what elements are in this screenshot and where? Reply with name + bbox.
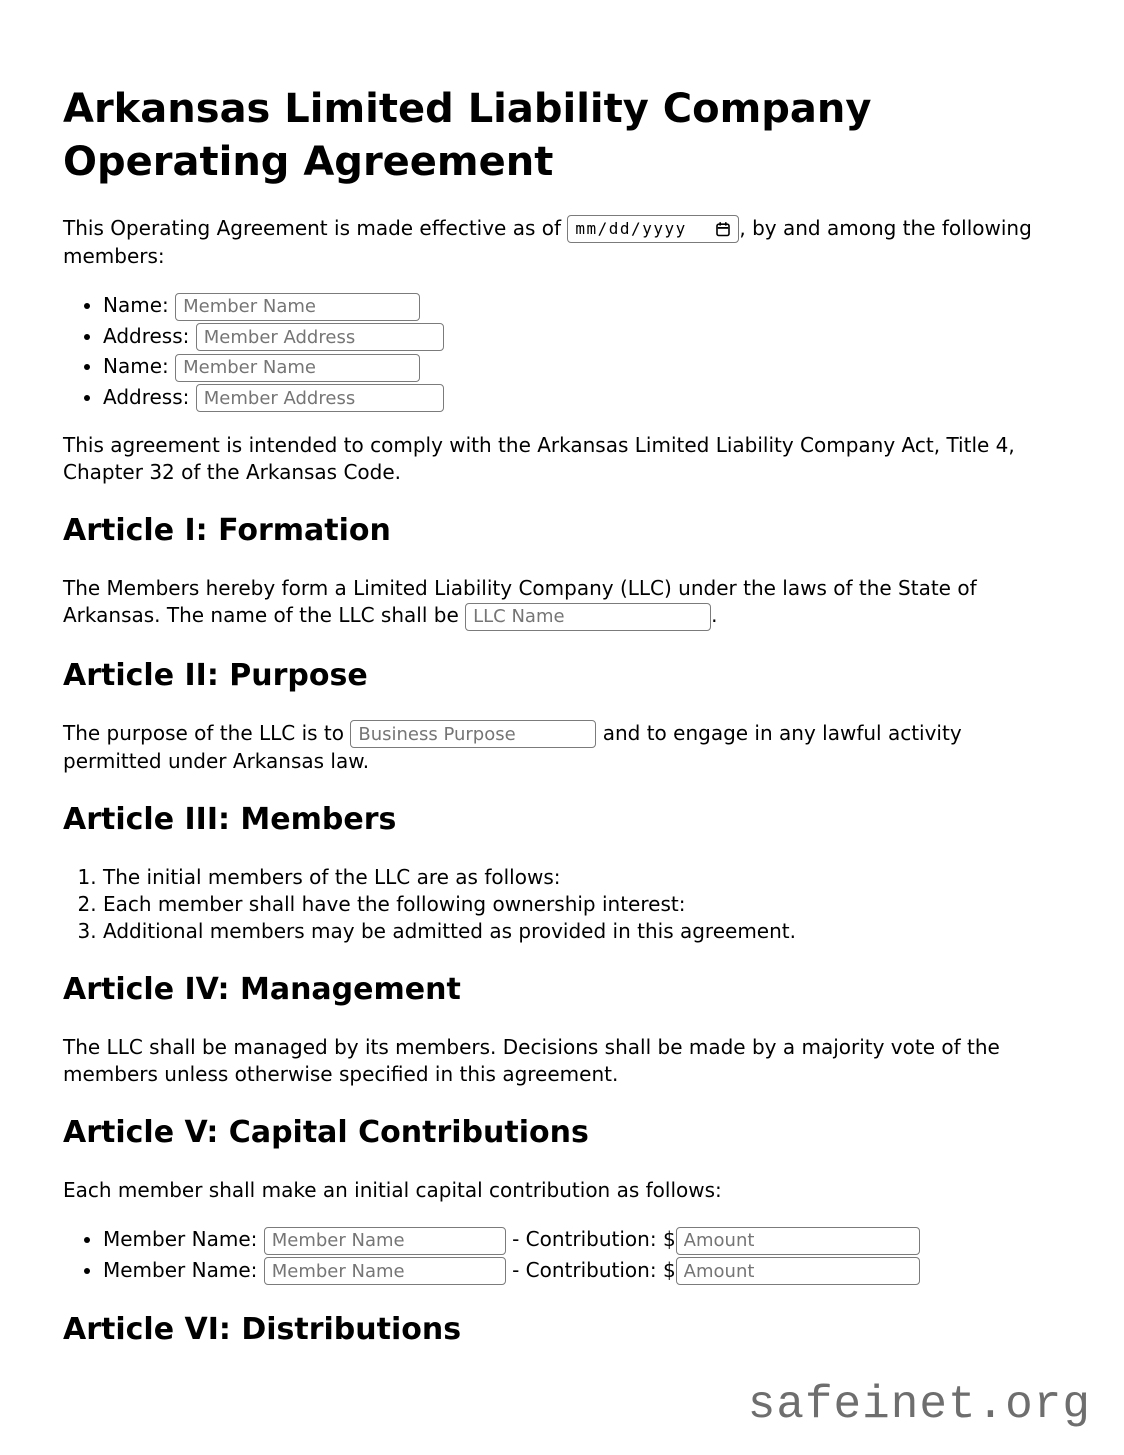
capital-intro-paragraph: Each member shall make an initial capital contribution as follows: — [63, 1178, 722, 1203]
article-purpose-heading: Article II: Purpose — [63, 657, 368, 693]
formation-text-before: The Members hereby form a Limited Liability Company (LLC) under the laws of the State of Arkansas. The name of the LLC shall be — [63, 576, 977, 628]
capital-contribution-row — [103, 1255, 1061, 1286]
business-purpose-input[interactable] — [350, 720, 596, 748]
purpose-text-before: The purpose of the LLC is to — [63, 720, 344, 745]
list-item: 3. Additional members may be admitted as provided in this agreement. — [103, 918, 1061, 945]
members-ordered-list — [63, 864, 1061, 945]
llc-name-input[interactable] — [465, 603, 711, 631]
field-label: Address: — [103, 323, 190, 348]
intro-text-before-date: This Operating Agreement is made effective as of — [63, 215, 562, 240]
field-label: Member Name: — [103, 1257, 258, 1282]
article-distributions-heading: Article VI: Distributions — [63, 1312, 462, 1348]
list-item — [103, 382, 1061, 413]
formation-paragraph — [63, 575, 1061, 631]
list-item — [103, 321, 1061, 352]
article-members-heading: Article III: Members — [63, 802, 397, 838]
intro-paragraph — [63, 215, 1061, 271]
field-label: Name: — [103, 293, 169, 318]
contribution-amount-input[interactable] — [676, 1227, 920, 1255]
article-capital-heading: Article V: Capital Contributions — [63, 1115, 589, 1151]
compliance-paragraph: This agreement is intended to comply with the Arkansas Limited Liability Company Act, Title 4, Chapter 32 of the Arkansas Code. — [63, 433, 1015, 485]
contribution-label: - Contribution: $ — [512, 1257, 676, 1282]
intro-text-after-date: , by and among the following members: — [63, 215, 1032, 269]
field-label: Address: — [103, 384, 190, 409]
calendar-icon[interactable] — [715, 221, 731, 237]
list-item — [103, 290, 1061, 321]
article-formation-heading: Article I: Formation — [63, 513, 391, 549]
purpose-paragraph — [63, 720, 1061, 776]
formation-text-after: . — [711, 603, 718, 628]
field-label: Member Name: — [103, 1227, 258, 1252]
member-name-input[interactable] — [175, 354, 420, 382]
list-item: 2. Each member shall have the following ownership interest: — [103, 891, 1061, 918]
list-item — [103, 351, 1061, 382]
member-address-input[interactable] — [196, 384, 444, 412]
watermark: safeinet.org — [747, 1379, 1091, 1432]
purpose-text-after: and to engage in any lawful activity permitted under Arkansas law. — [63, 720, 962, 774]
capital-contribution-list — [63, 1224, 1061, 1285]
date-placeholder-text: mm/dd/yyyy — [575, 219, 687, 239]
contribution-member-name-input[interactable] — [264, 1227, 506, 1255]
member-name-input[interactable] — [175, 293, 420, 321]
contribution-amount-input[interactable] — [676, 1257, 920, 1285]
member-info-list — [63, 290, 1061, 412]
effective-date-input[interactable] — [567, 215, 739, 243]
contribution-label: - Contribution: $ — [512, 1227, 676, 1252]
management-paragraph: The LLC shall be managed by its members. Decisions shall be made by a majority vote of the members unless otherwise specified in this agreement. — [63, 1035, 1000, 1087]
capital-contribution-row — [103, 1224, 1061, 1255]
article-management-heading: Article IV: Management — [63, 972, 461, 1008]
page-title: Arkansas Limited Liability Company Operating Agreement — [63, 86, 872, 185]
field-label: Name: — [103, 354, 169, 379]
member-address-input[interactable] — [196, 323, 444, 351]
list-item: 1. The initial members of the LLC are as follows: — [103, 864, 1061, 891]
contribution-member-name-input[interactable] — [264, 1257, 506, 1285]
